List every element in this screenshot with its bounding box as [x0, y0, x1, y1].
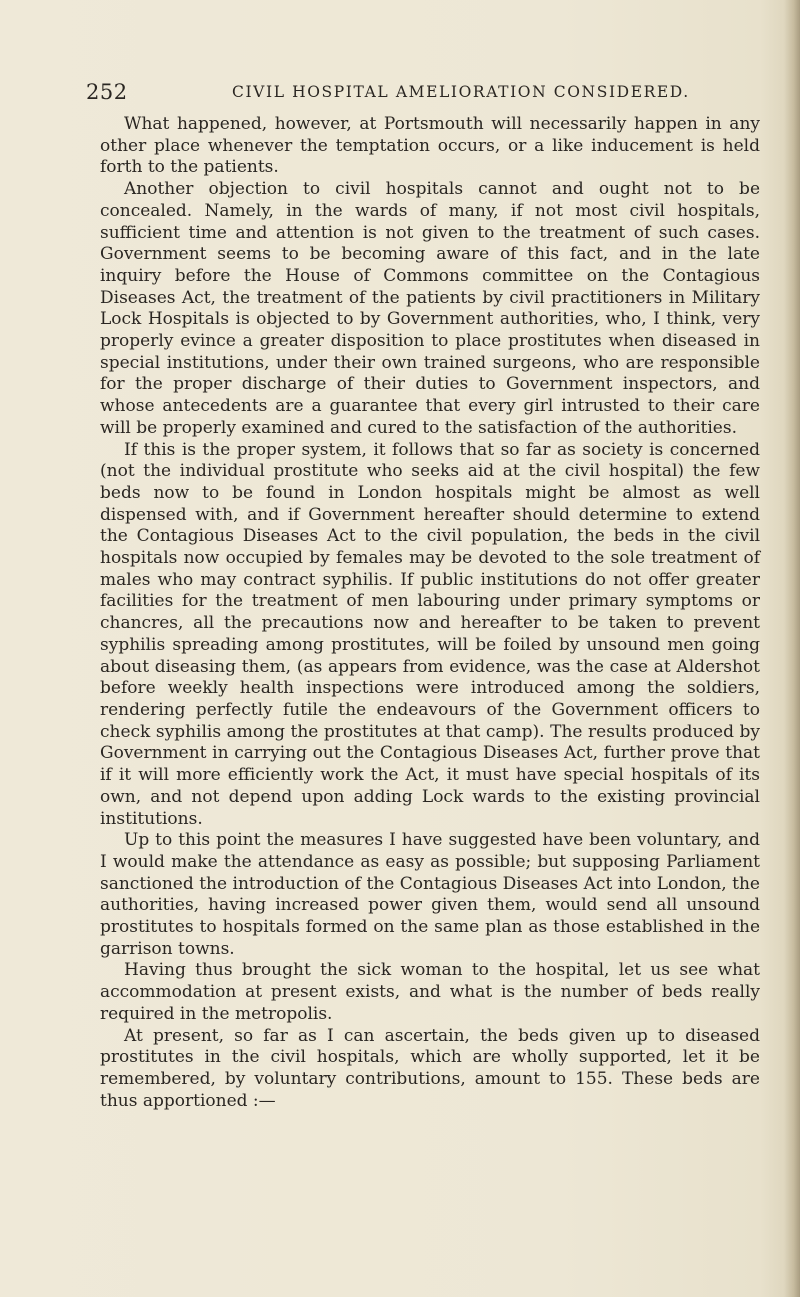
- body-text: [100, 114, 760, 1112]
- page-edge-shadow: [784, 0, 800, 1297]
- paragraph: Another objection to civil hospitals cannot and ought not to be concealed. Namely, in the wards of many, if not most civil hospitals, sufficient time and attention is not given to the treatment of such cases. Government seems to be becoming aware of this fact, and in the late inquiry before the House of Commons committee on the Contagious Diseases Act, the treatment of the patients by civil practitioners in Military Lock Hospitals is objected to by Government authorities, who, I think, very properly evince a greater disposition to place prostitutes when diseased in special institutions, under their own trained surgeons, who are responsible for the proper discharge of their duties to Government inspectors, and whose antecedents are a guarantee that every girl intrusted to their care will be properly examined and cured to the satisfaction of the authorities.: [100, 179, 760, 438]
- paragraph: Having thus brought the sick woman to the hospital, let us see what accommodation at present exists, and what is the number of beds really required in the metropolis.: [100, 960, 760, 1024]
- running-head: CIVIL HOSPITAL AMELIORATION CONSIDERED.: [232, 83, 690, 101]
- paragraph: Up to this point the measures I have suggested have been voluntary, and I would make the attendance as easy as possible; but supposing Parliament sanctioned the introduction of the Contagious Diseases Act into London, the authorities, having increased power given them, would send all unsound prostitutes to hospitals formed on the same plan as those established in the garrison towns.: [100, 830, 760, 959]
- paragraph: If this is the proper system, it follows that so far as society is concerned (not the individual prostitute who seeks aid at the civil hospital) the few beds now to be found in London hospitals might be almost as well dispensed with, and if Government hereafter should determine to extend the Contagious Diseases Act to the civil population, the beds in the civil hospitals now occupied by females may be devoted to the sole treatment of males who may contract syphilis. If public institutions do not offer greater facilities for the treatment of men labouring under primary symptoms or chancres, all the precautions now and hereafter to be taken to prevent syphilis spreading among prostitutes, will be foiled by unsound men going about diseasing them, (as appears from evidence, was the case at Aldershot before weekly health inspections were introduced among the soldiers, rendering perfectly futile the endeavours of the Government officers to check syphilis among the prostitutes at that camp). The results produced by Government in carrying out the Contagious Diseases Act, further prove that if it will more efficiently work the Act, it must have special hospitals of its own, and not depend upon adding Lock wards to the existing provincial institutions.: [100, 439, 760, 829]
- page-number: 252: [86, 80, 128, 104]
- page-header: [86, 80, 766, 106]
- paragraph: What happened, however, at Portsmouth will necessarily happen in any other place whenever the temptation occurs, or a like inducement is held forth to the patients.: [100, 114, 760, 178]
- paragraph: At present, so far as I can ascertain, the beds given up to diseased prostitutes in the civil hospitals, which are wholly supported, let it be remembered, by voluntary contributions, amount to 155. These beds are thus apportioned :—: [100, 1025, 760, 1111]
